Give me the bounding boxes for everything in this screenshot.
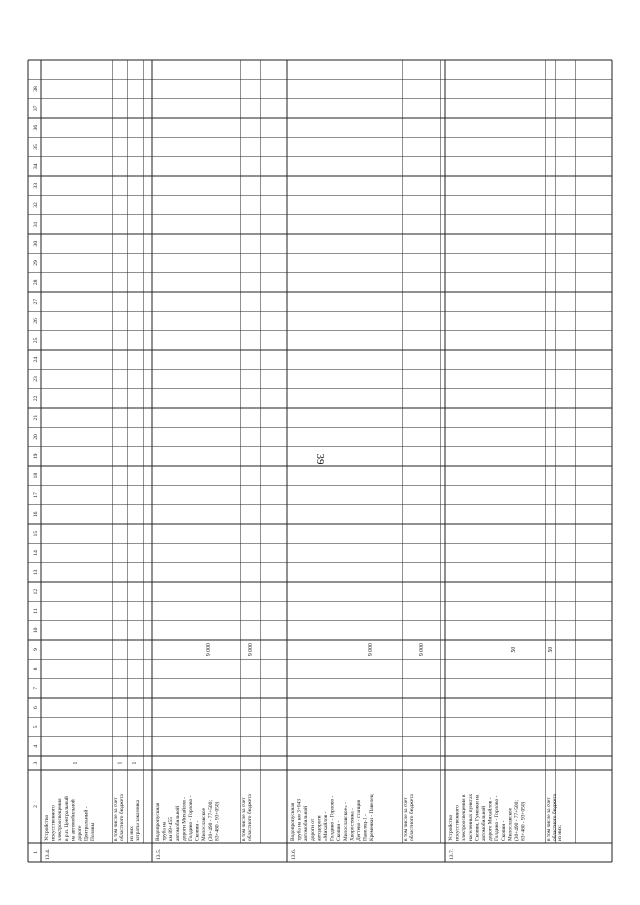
row-description-line: искусственного [50,805,57,841]
row-subtext-line: в том числе за счет [113,797,119,841]
row-description-line: автомобильной [303,805,310,841]
column-number-2: 2 [33,805,39,808]
row-extra-line: из них: [557,824,563,841]
row-description-line: Милославское [201,807,208,841]
column-number-24: 24 [33,356,39,363]
row-description-line: 83+480 - 93+050) [214,801,221,841]
row-description-line: (30+490 - 77+500; [207,800,214,841]
column-number-36: 36 [33,124,39,131]
column-number-20: 20 [33,434,39,440]
row-description-line: искусственного [454,805,461,841]
column-number-27: 27 [33,298,39,305]
page-number: 39 [314,453,326,465]
column-number-21: 21 [33,414,39,421]
row-description-line: Устройство [44,814,50,841]
row-description-line: Дегтево - станция [356,799,362,841]
row-description-line: Скопин - [336,820,343,841]
column-number-18: 18 [33,472,39,479]
row-description-line: Поляны [90,822,97,841]
row-description-line: труба на км 3+043 [296,799,303,841]
column-number-5: 5 [33,725,39,729]
row-description-line: Павелец-1 - [362,814,369,841]
row-subtext-line: областного бюджета [409,794,416,841]
row-subtext-line: областного бюджета [119,794,126,841]
table-row [155,643,254,860]
table-row [43,761,141,860]
cost-value-col9-regional: 50 [548,646,554,653]
row-description-line: в р.п. Центральный [63,796,70,841]
column-number-35: 35 [33,144,39,150]
table-grid [28,60,612,862]
column-number-26: 26 [33,318,39,324]
column-number-11: 11 [33,608,39,614]
row-description-line: км 89+455 [168,817,175,841]
row-description-line: Хворостянка - [349,808,356,841]
column-number-header-row [33,86,39,854]
row-code: 13.7. [449,848,455,860]
row-code: 13.6. [291,848,297,860]
column-number-7: 7 [33,686,39,690]
column-number-14: 14 [33,550,39,556]
row-description-line: Голдино - Горлово - [188,795,194,841]
row-description-line: Милославское [507,807,514,841]
column-number-6: 6 [33,706,39,710]
cost-value-col9: 9 000 [368,643,374,657]
cost-value-col9-regional: 9 000 [419,643,425,657]
column-number-29: 29 [33,260,39,266]
column-number-8: 8 [33,667,39,671]
row-description-line: Скопин, Гуменки на [474,794,481,841]
value-col3: 1 [73,761,79,765]
row-description-line: Водопропускная [290,802,296,841]
row-description-line: Устройство [448,814,454,841]
column-number-3: 3 [33,761,39,765]
row-description-line: 83+480 - 93+050) [520,801,527,841]
row-subtext-line: областного бюджета [247,794,254,841]
column-number-28: 28 [33,279,39,286]
row-description-line: Голдино - Горлово - [494,795,501,841]
row-description-line: Скопин - [194,820,201,841]
column-number-10: 10 [33,627,39,634]
column-number-19: 19 [33,453,39,460]
column-number-25: 25 [33,337,39,344]
cost-value-col9: 9 000 [206,643,212,657]
column-number-33: 33 [33,182,39,189]
column-number-16: 16 [33,511,39,518]
row-extra-line: затраты заказчика [135,799,142,841]
column-number-38: 38 [33,86,39,92]
row-subtext-line: в том числе за счет [241,797,247,841]
row-description-line: Центральный - [83,806,90,841]
column-number-30: 30 [33,240,39,247]
row-description-line: электроосвещения в [461,794,468,841]
column-number-31: 31 [33,221,39,228]
row-description-line: дороге [77,825,83,841]
row-description-line: Водопропускная [155,802,161,841]
column-number-12: 12 [33,588,39,595]
row-description-line: (30+490 - 77+500; [514,800,520,841]
row-subtext-line: в том числе за счет [546,797,552,841]
column-number-1: 1 [33,851,39,854]
row-description-line: автомобильной [174,805,181,841]
row-subtext-line: в том числе за счет [403,797,409,841]
column-number-37: 37 [33,105,39,112]
column-number-4: 4 [33,744,39,748]
value-col3-extra: 1 [132,761,138,765]
row-description-line: Скопин - [500,820,507,841]
column-number-9: 9 [33,648,39,652]
row-description-line: автодороги [316,815,323,841]
row-description-line: дороге Михайлов - [487,797,494,841]
row-subtext-line: областного бюджета [552,794,559,841]
cost-value-col9: 50 [511,646,517,653]
row-description-line: дороги Михайлов - [181,797,188,841]
row-description-line: Голдино - Горлово - [329,795,336,841]
column-number-22: 22 [33,395,39,402]
row-code: 13.4. [45,848,51,860]
row-extra-line: из них [129,826,135,841]
row-code: 13.5. [156,848,162,860]
column-number-32: 32 [33,202,39,208]
table-row [290,643,425,860]
row-description-line: электроосвещения [57,798,64,841]
column-number-17: 17 [33,492,39,498]
row-description-line: Кременки - Павелец [369,794,376,841]
row-description-line: автомобильной [481,805,487,841]
row-description-line: населенных пунктах [467,793,474,841]
table-body [43,643,563,860]
column-number-13: 13 [33,569,39,576]
column-number-15: 15 [33,530,39,537]
row-description-line: дороги от [309,818,316,841]
column-number-23: 23 [33,376,39,382]
row-description-line: «Михайлов - [323,811,329,841]
value-col3-regional: 1 [117,761,124,765]
row-description-line: на автомобильной [70,799,77,841]
row-description-line: труба на [161,821,168,841]
row-description-line: Милославское» - [342,802,349,841]
cost-value-col9-regional: 9 000 [248,643,254,657]
column-number-34: 34 [33,163,39,170]
